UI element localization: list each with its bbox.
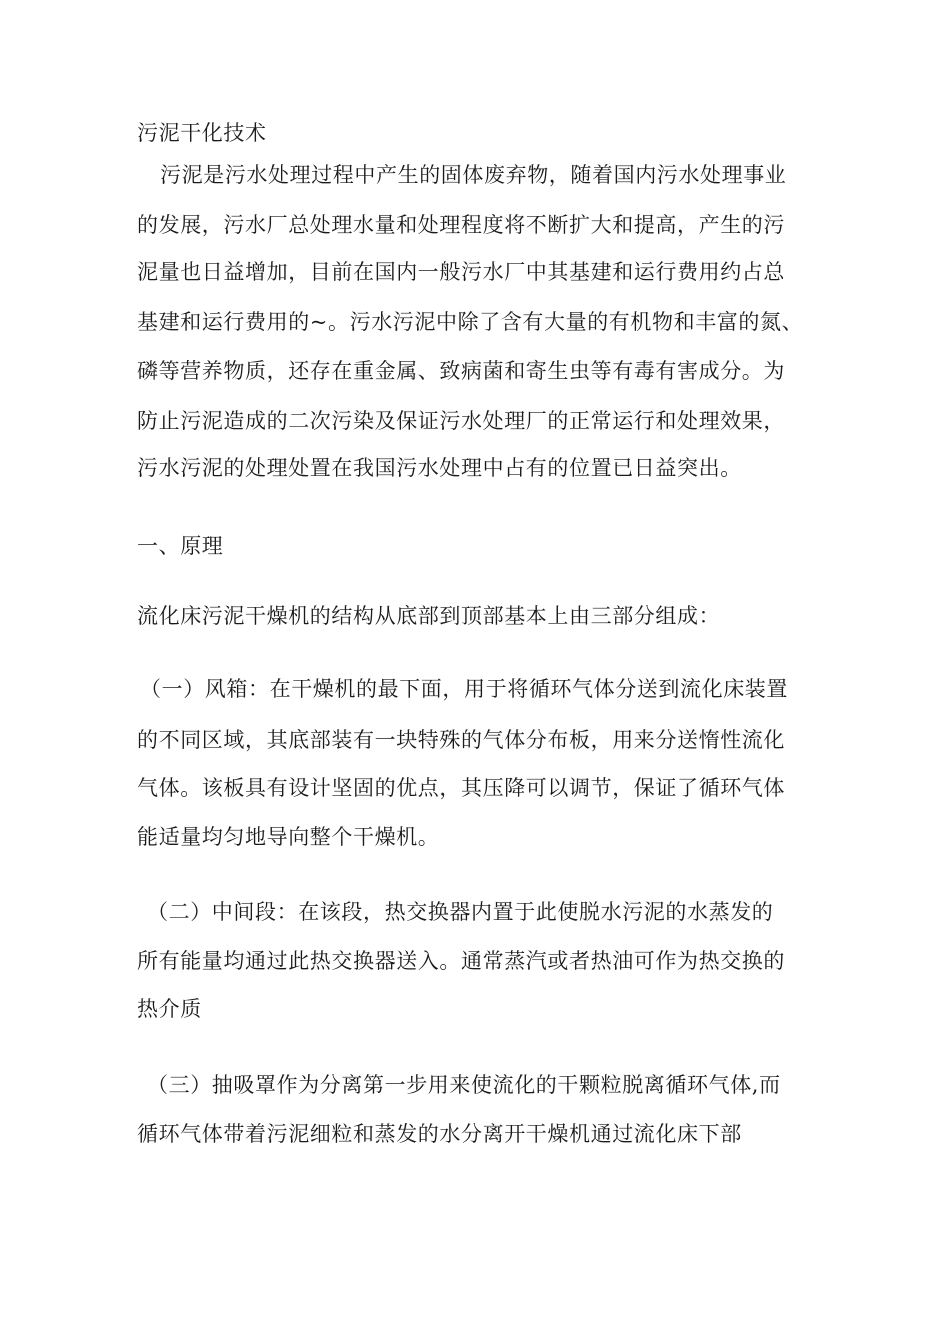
part1-line-1: （一）风箱：在干燥机的最下面，用于将循环气体分送到流化床装置 [140, 677, 788, 701]
part2-line-2: 所有能量均通过此热交换器送入。通常蒸汽或者热油可作为热交换的 [137, 949, 785, 973]
part1-line-4: 能适量均匀地导向整个干燥机。 [137, 825, 440, 849]
part2-line-3: 热介质 [137, 997, 202, 1021]
structure-intro: 流化床污泥干燥机的结构从底部到顶部基本上由三部分组成： [137, 604, 721, 628]
intro-line-3: 泥量也日益增加，目前在国内一般污水厂中其基建和运行费用约占总 [137, 260, 785, 284]
part3-line-2: 循环气体带着污泥细粒和蒸发的水分离开干燥机通过流化床下部 [137, 1122, 742, 1146]
intro-line-5: 磷等营养物质，还存在重金属、致病菌和寄生虫等有毒有害成分。为 [137, 359, 785, 383]
intro-line-6: 防止污泥造成的二次污染及保证污水处理厂的正常运行和处理效果， [137, 409, 785, 433]
intro-line-7: 污水污泥的处理处置在我国污水处理中占有的位置已日益突出。 [137, 456, 742, 480]
intro-line-2: 的发展，污水厂总处理水量和处理程度将不断扩大和提高，产生的污 [137, 213, 785, 237]
part3-line-1: （三）抽吸罩作为分离第一步用来使流化的干颗粒脱离循环气体,而 [147, 1073, 781, 1097]
part1-line-3: 气体。该板具有设计坚固的优点，其压降可以调节，保证了循环气体 [137, 776, 785, 800]
document-title: 污泥干化技术 [137, 121, 267, 145]
intro-line-1: 污泥是污水处理过程中产生的固体废弃物，随着国内污水处理事业 [160, 163, 787, 187]
part1-line-2: 的不同区域，其底部装有一块特殊的气体分布板，用来分送惰性流化 [137, 728, 785, 752]
section-heading: 一、原理 [137, 534, 224, 558]
intro-line-4: 基建和运行费用的~。污水污泥中除了含有大量的有机物和丰富的氮、 [137, 310, 804, 334]
part2-line-1: （二）中间段：在该段，热交换器内置于此使脱水污泥的水蒸发的 [147, 900, 774, 924]
